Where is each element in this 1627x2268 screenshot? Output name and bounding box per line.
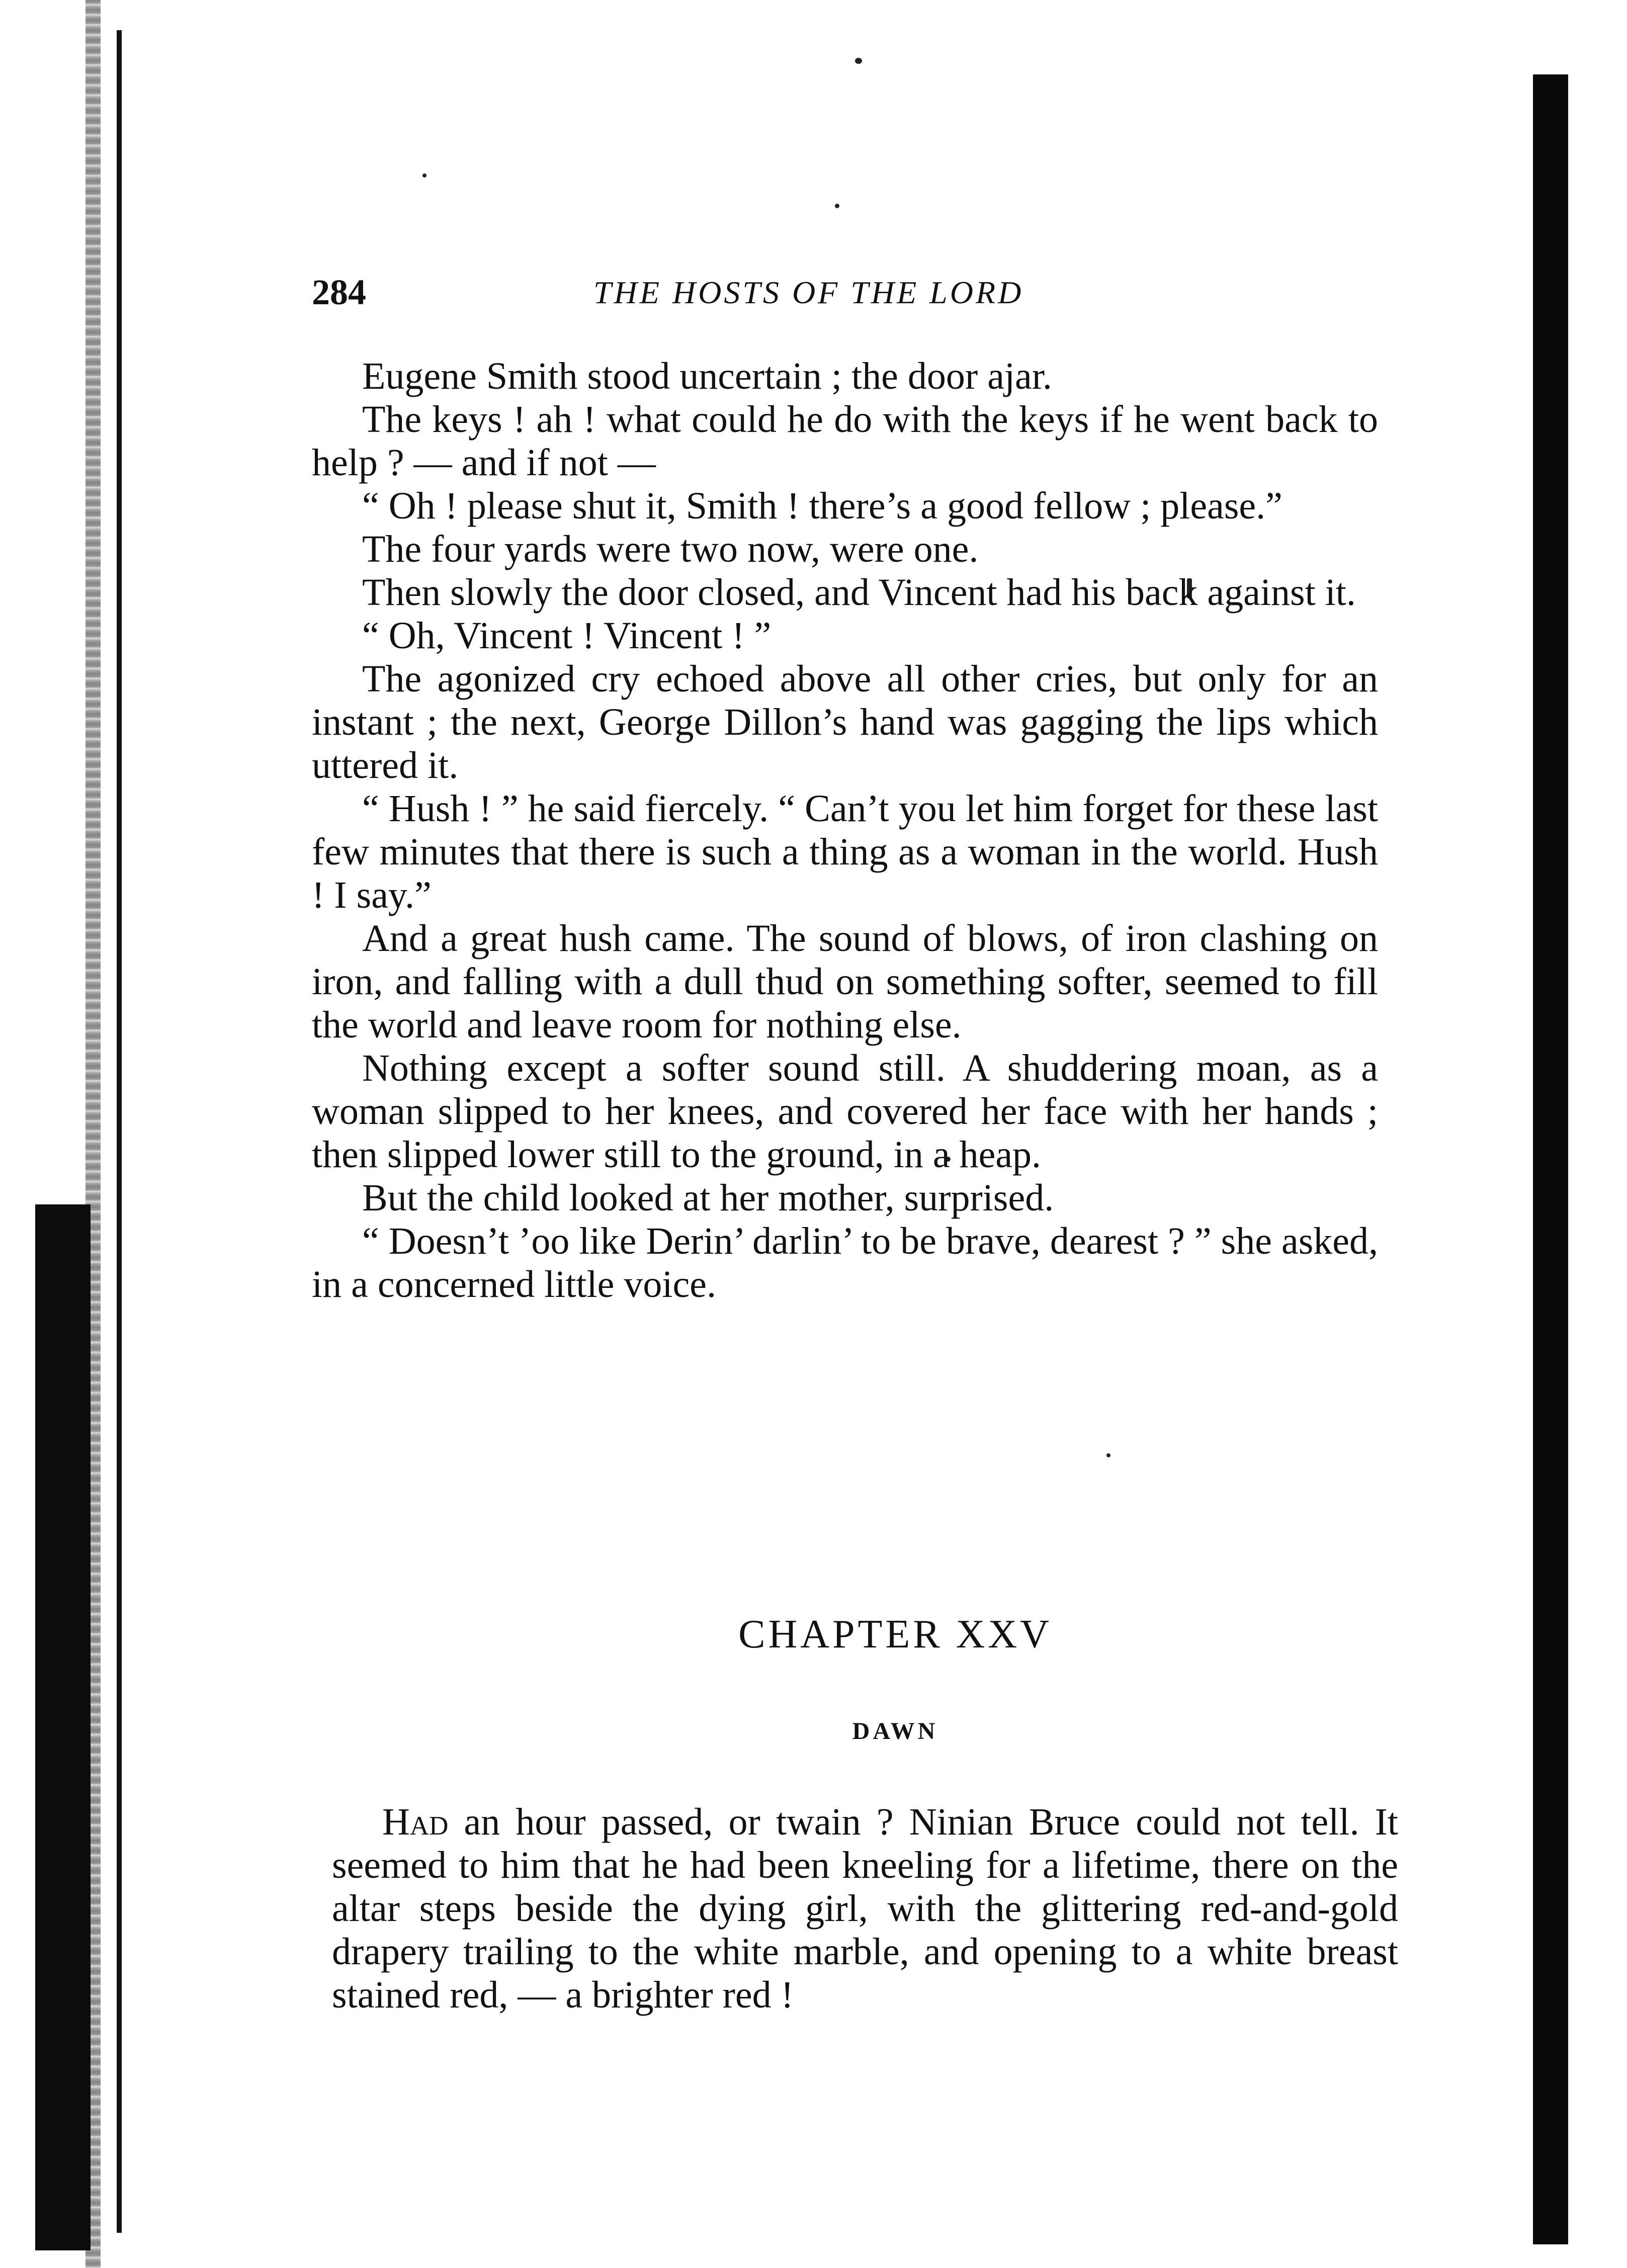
scan-right-edge [1533, 74, 1568, 2244]
chapter-title: CHAPTER XXV [738, 1612, 1052, 1656]
scan-speck [855, 58, 862, 64]
chapter-opening [332, 1800, 1398, 2017]
paragraph: The keys ! ah ! what could he do with the keys if he went back to help ? — and if not — [312, 398, 1378, 484]
paragraph: Then slowly the door closed, and Vincent had his back against it. [362, 571, 1356, 614]
chapter-end-text [312, 355, 1378, 1306]
paragraph: “ Oh, Vincent ! Vincent ! ” [362, 615, 772, 657]
page-number: 284 [312, 272, 366, 312]
opening-word: Had [382, 1801, 449, 1843]
running-title: THE HOSTS OF THE LORD [593, 275, 1024, 310]
scan-speck [422, 173, 426, 178]
scan-speck [1106, 1453, 1110, 1457]
paragraph: But the child looked at her mother, surprised. [362, 1177, 1054, 1219]
opening-paragraph [332, 1800, 1398, 2017]
paragraph: “ Oh ! please shut it, Smith ! there’s a good fellow ; please.” [362, 485, 1282, 527]
scan-dark-margin [35, 1204, 91, 2250]
scan-speck [835, 204, 839, 208]
paragraph: Eugene Smith stood uncertain ; the door ajar. [362, 355, 1052, 397]
chapter-subtitle: DAWN [852, 1718, 938, 1744]
scan-left-rule [117, 30, 122, 2233]
running-head [312, 261, 1378, 322]
paragraph: Nothing except a softer sound still. A shuddering moan, as a woman slipped to her knees, and covered her face with her hands ; then slipped lower still to the ground, in a heap. [312, 1047, 1378, 1176]
paragraph: The four yards were two now, were one. [362, 528, 979, 570]
paragraph: “ Hush ! ” he said fiercely. “ Can’t you let him forget for these last few minutes that there is such a thing as a woman in the world. Hush ! I say.” [312, 788, 1378, 916]
book-page [312, 261, 1398, 2016]
paragraph: The agonized cry echoed above all other cries, but only for an instant ; the next, George Dillon’s hand was gagging the lips which uttered it. [312, 658, 1378, 787]
paragraph: And a great hush came. The sound of blows, of iron clashing on iron, and falling with a dull thud on something softer, seemed to fill the world and leave room for nothing else. [312, 917, 1378, 1046]
paragraph: “ Doesn’t ’oo like Derin’ darlin’ to be brave, dearest ? ” she asked, in a concerned little voice. [312, 1220, 1378, 1305]
opening-text: an hour passed, or twain ? Ninian Bruce could not tell. It seemed to him that he had been kneeling for a lifetime, there on the altar steps beside the dying girl, with the glittering red-and-gold drapery trailing to the white marble, and opening to a white breast stained red, — a brighter red ! [332, 1801, 1398, 2016]
